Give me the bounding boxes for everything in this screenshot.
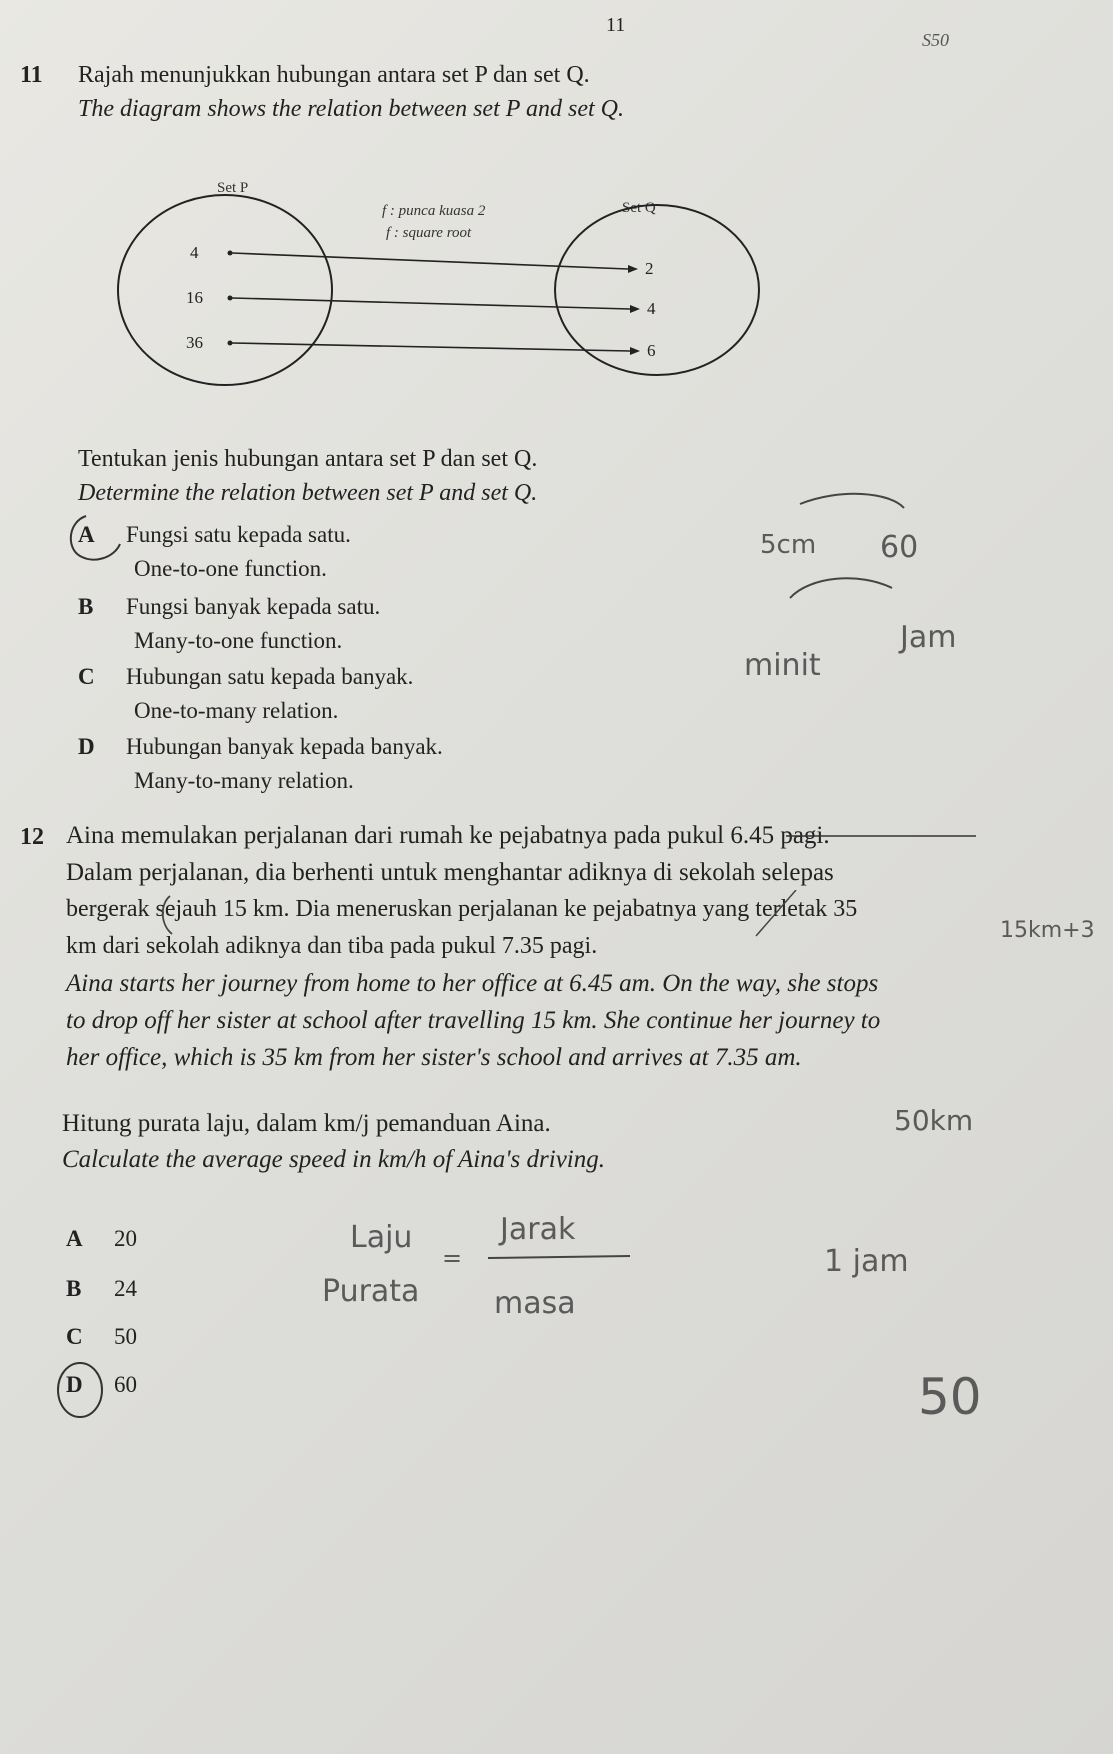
option-value: 24 bbox=[114, 1276, 137, 1301]
option-value: 60 bbox=[114, 1372, 137, 1397]
set-p-element: 36 bbox=[186, 333, 203, 352]
question-12-text-english-line: to drop off her sister at school after travelling 15 km. She continue her journey to bbox=[66, 1007, 881, 1034]
handwriting-note: 1 jam bbox=[824, 1244, 909, 1279]
question-11-option-b[interactable] bbox=[78, 594, 380, 620]
handwriting-note: Jarak bbox=[500, 1212, 576, 1247]
question-11-option-c[interactable] bbox=[78, 664, 413, 690]
set-p-element: 16 bbox=[186, 288, 203, 307]
question-12-number: 12 bbox=[20, 824, 44, 850]
option-text-malay: Hubungan banyak kepada banyak. bbox=[126, 734, 443, 759]
set-p-oval bbox=[118, 195, 332, 385]
handwriting-note: minit bbox=[744, 648, 821, 683]
question-12-text-malay-line: bergerak sejauh 15 km. Dia meneruskan perjalanan ke pejabatnya yang terletak 35 bbox=[66, 896, 858, 922]
handwriting-note: Purata bbox=[322, 1274, 420, 1309]
question-11-option-d[interactable] bbox=[78, 734, 443, 760]
question-11-prompt-malay: Tentukan jenis hubungan antara set P dan set Q. bbox=[78, 446, 538, 472]
mapping-arrow bbox=[232, 343, 630, 351]
question-12-prompt-english: Calculate the average speed in km/h of Aina's driving. bbox=[62, 1146, 605, 1173]
handwriting-note: = bbox=[442, 1244, 463, 1272]
handwriting-note: 60 bbox=[880, 530, 919, 565]
option-letter: A bbox=[66, 1226, 83, 1251]
option-letter: C bbox=[78, 664, 95, 689]
option-letter: B bbox=[66, 1276, 82, 1301]
fraction-bar bbox=[484, 1252, 634, 1264]
arrowhead bbox=[630, 347, 640, 355]
option-value: 50 bbox=[114, 1324, 137, 1349]
mapping-arrow bbox=[232, 298, 630, 309]
set-q-element: 6 bbox=[647, 341, 656, 360]
handwriting-note: 50km bbox=[894, 1104, 974, 1137]
arrowhead bbox=[628, 265, 638, 273]
handwriting-note: masa bbox=[494, 1286, 576, 1321]
set-q-element: 2 bbox=[645, 259, 654, 278]
set-q-element: 4 bbox=[647, 299, 656, 318]
set-p-point bbox=[228, 251, 233, 256]
handwriting-note: 5cm bbox=[760, 530, 817, 560]
answer-circle-mark bbox=[58, 508, 138, 566]
option-text-malay: Hubungan satu kepada banyak. bbox=[126, 664, 414, 689]
set-p-label: Set P bbox=[217, 180, 249, 196]
handwriting-note: Laju bbox=[350, 1220, 413, 1255]
question-11-number: 11 bbox=[20, 62, 43, 88]
option-letter: D bbox=[78, 734, 95, 759]
relation-label-english: f : square root bbox=[386, 225, 472, 241]
arrow-diagram bbox=[110, 170, 790, 400]
option-text-english: Many-to-one function. bbox=[134, 628, 343, 653]
question-12-text-malay-line: km dari sekolah adiknya dan tiba pada pukul 7.35 pagi. bbox=[66, 933, 598, 959]
option-text-malay: Fungsi banyak kepada satu. bbox=[126, 594, 381, 619]
page-mark: S50 bbox=[922, 30, 949, 50]
set-p-element: 4 bbox=[190, 243, 199, 262]
handwriting-note: Jam bbox=[900, 620, 957, 655]
option-text-malay: Fungsi satu kepada satu. bbox=[126, 522, 351, 547]
set-q-label: Set Q bbox=[622, 200, 656, 216]
handwriting-note: 50 bbox=[918, 1368, 982, 1426]
question-11-stem-malay: Rajah menunjukkan hubungan antara set P dan set Q. bbox=[78, 62, 590, 88]
question-11-prompt-english: Determine the relation between set P and set Q. bbox=[78, 480, 538, 506]
handwriting-note: 15km+3 bbox=[1000, 918, 1095, 943]
question-12-option-b[interactable] bbox=[66, 1276, 137, 1302]
option-letter: B bbox=[78, 594, 94, 619]
handwriting-marks bbox=[150, 890, 910, 950]
question-12-text-malay-line: Aina memulakan perjalanan dari rumah ke pejabatnya pada pukul 6.45 pagi. bbox=[66, 822, 830, 849]
answer-circle-mark bbox=[44, 1356, 124, 1436]
arrowhead bbox=[630, 305, 640, 313]
option-letter: C bbox=[66, 1324, 83, 1349]
option-letter: D bbox=[66, 1372, 83, 1397]
question-12-text-english-line: Aina starts her journey from home to her office at 6.45 am. On the way, she stops bbox=[66, 970, 879, 997]
question-12-option-c[interactable] bbox=[66, 1324, 137, 1350]
option-letter: A bbox=[78, 522, 95, 547]
mapping-arrow bbox=[232, 253, 628, 269]
set-p-point bbox=[228, 296, 233, 301]
option-text-english: Many-to-many relation. bbox=[134, 768, 354, 793]
question-12-text-english-line: her office, which is 35 km from her sister's school and arrives at 7.35 am. bbox=[66, 1044, 802, 1071]
option-text-english: One-to-one function. bbox=[134, 556, 327, 581]
option-value: 20 bbox=[114, 1226, 137, 1251]
relation-label-malay: f : punca kuasa 2 bbox=[382, 203, 486, 219]
question-12-prompt-malay: Hitung purata laju, dalam km/j pemanduan Aina. bbox=[62, 1110, 551, 1137]
underline-mark bbox=[714, 802, 984, 842]
question-12-text-malay-line: Dalam perjalanan, dia berhenti untuk menghantar adiknya di sekolah selepas bbox=[66, 859, 834, 886]
set-p-point bbox=[228, 341, 233, 346]
question-11-stem-english: The diagram shows the relation between set P and set Q. bbox=[78, 96, 624, 122]
page-number: 11 bbox=[606, 14, 626, 36]
question-12-option-a[interactable] bbox=[66, 1226, 137, 1252]
option-text-english: One-to-many relation. bbox=[134, 698, 339, 723]
